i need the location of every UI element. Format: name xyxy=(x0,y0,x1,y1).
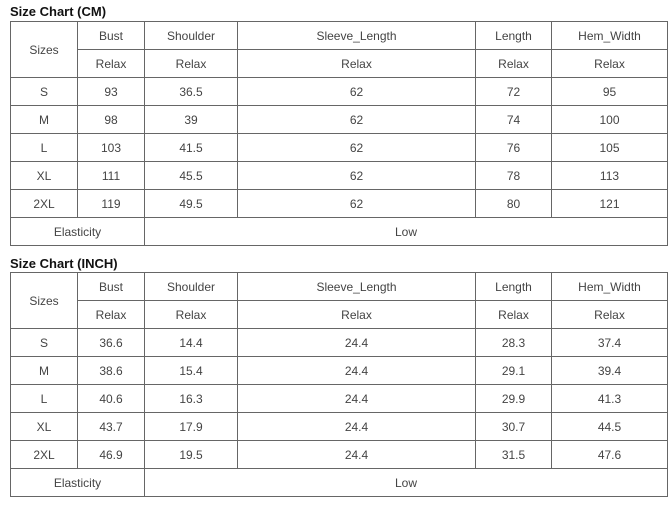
measurement-cell: 39 xyxy=(145,106,238,134)
measurement-cell: 119 xyxy=(78,190,145,218)
measurement-cell: 44.5 xyxy=(552,413,668,441)
column-header: Shoulder xyxy=(145,22,238,50)
measurement-cell: 41.3 xyxy=(552,385,668,413)
measurement-cell: 40.6 xyxy=(78,385,145,413)
measurement-cell: 16.3 xyxy=(145,385,238,413)
measurement-cell: 36.5 xyxy=(145,78,238,106)
table-row xyxy=(11,413,668,441)
measurement-cell: 62 xyxy=(238,162,476,190)
fit-subheader: Relax xyxy=(238,301,476,329)
measurement-cell: 43.7 xyxy=(78,413,145,441)
measurement-cell: 62 xyxy=(238,106,476,134)
column-header: Sleeve_Length xyxy=(238,22,476,50)
measurement-cell: 24.4 xyxy=(238,329,476,357)
table-row xyxy=(11,441,668,469)
measurement-cell: 29.1 xyxy=(476,357,552,385)
elasticity-label: Elasticity xyxy=(11,218,145,246)
measurement-cell: 62 xyxy=(238,78,476,106)
table-row xyxy=(11,106,668,134)
measurement-cell: 31.5 xyxy=(476,441,552,469)
measurement-cell: 28.3 xyxy=(476,329,552,357)
size-label: XL xyxy=(11,162,78,190)
fit-subheader: Relax xyxy=(145,301,238,329)
measurement-cell: 24.4 xyxy=(238,441,476,469)
measurement-cell: 105 xyxy=(552,134,668,162)
measurement-cell: 41.5 xyxy=(145,134,238,162)
measurement-cell: 49.5 xyxy=(145,190,238,218)
table-row xyxy=(11,162,668,190)
size-label: M xyxy=(11,106,78,134)
column-header: Length xyxy=(476,273,552,301)
size-label: XL xyxy=(11,413,78,441)
fit-subheader: Relax xyxy=(476,301,552,329)
measurement-cell: 113 xyxy=(552,162,668,190)
sizes-header: Sizes xyxy=(11,273,78,329)
size-chart-cm-table xyxy=(10,21,668,246)
measurement-cell: 47.6 xyxy=(552,441,668,469)
header-row xyxy=(11,273,668,301)
subheader-row xyxy=(11,50,668,78)
size-chart-inch-title: Size Chart (INCH) xyxy=(10,256,118,271)
table-row xyxy=(11,329,668,357)
subheader-row xyxy=(11,301,668,329)
column-header: Sleeve_Length xyxy=(238,273,476,301)
fit-subheader: Relax xyxy=(78,301,145,329)
size-label: 2XL xyxy=(11,190,78,218)
measurement-cell: 24.4 xyxy=(238,357,476,385)
measurement-cell: 78 xyxy=(476,162,552,190)
measurement-cell: 95 xyxy=(552,78,668,106)
elasticity-value: Low xyxy=(145,469,668,497)
fit-subheader: Relax xyxy=(552,301,668,329)
measurement-cell: 38.6 xyxy=(78,357,145,385)
table-row xyxy=(11,78,668,106)
measurement-cell: 37.4 xyxy=(552,329,668,357)
measurement-cell: 19.5 xyxy=(145,441,238,469)
measurement-cell: 30.7 xyxy=(476,413,552,441)
size-label: L xyxy=(11,385,78,413)
size-label: S xyxy=(11,78,78,106)
measurement-cell: 62 xyxy=(238,134,476,162)
fit-subheader: Relax xyxy=(238,50,476,78)
measurement-cell: 45.5 xyxy=(145,162,238,190)
measurement-cell: 62 xyxy=(238,190,476,218)
table-row xyxy=(11,357,668,385)
elasticity-row xyxy=(11,469,668,497)
fit-subheader: Relax xyxy=(145,50,238,78)
measurement-cell: 103 xyxy=(78,134,145,162)
column-header: Bust xyxy=(78,273,145,301)
measurement-cell: 14.4 xyxy=(145,329,238,357)
size-chart-inch-table xyxy=(10,272,668,497)
column-header: Bust xyxy=(78,22,145,50)
measurement-cell: 36.6 xyxy=(78,329,145,357)
size-chart-cm-title: Size Chart (CM) xyxy=(10,4,107,19)
size-label: L xyxy=(11,134,78,162)
measurement-cell: 98 xyxy=(78,106,145,134)
size-label: S xyxy=(11,329,78,357)
table-row xyxy=(11,190,668,218)
fit-subheader: Relax xyxy=(552,50,668,78)
column-header: Length xyxy=(476,22,552,50)
measurement-cell: 111 xyxy=(78,162,145,190)
measurement-cell: 100 xyxy=(552,106,668,134)
measurement-cell: 121 xyxy=(552,190,668,218)
table-row xyxy=(11,134,668,162)
measurement-cell: 46.9 xyxy=(78,441,145,469)
measurement-cell: 93 xyxy=(78,78,145,106)
size-label: M xyxy=(11,357,78,385)
fit-subheader: Relax xyxy=(78,50,145,78)
measurement-cell: 29.9 xyxy=(476,385,552,413)
measurement-cell: 39.4 xyxy=(552,357,668,385)
elasticity-value: Low xyxy=(145,218,668,246)
column-header: Shoulder xyxy=(145,273,238,301)
header-row xyxy=(11,22,668,50)
measurement-cell: 17.9 xyxy=(145,413,238,441)
sizes-header: Sizes xyxy=(11,22,78,78)
elasticity-label: Elasticity xyxy=(11,469,145,497)
column-header: Hem_Width xyxy=(552,22,668,50)
measurement-cell: 15.4 xyxy=(145,357,238,385)
measurement-cell: 24.4 xyxy=(238,385,476,413)
table-row xyxy=(11,385,668,413)
fit-subheader: Relax xyxy=(476,50,552,78)
elasticity-row xyxy=(11,218,668,246)
measurement-cell: 72 xyxy=(476,78,552,106)
column-header: Hem_Width xyxy=(552,273,668,301)
measurement-cell: 76 xyxy=(476,134,552,162)
measurement-cell: 80 xyxy=(476,190,552,218)
measurement-cell: 74 xyxy=(476,106,552,134)
measurement-cell: 24.4 xyxy=(238,413,476,441)
size-label: 2XL xyxy=(11,441,78,469)
